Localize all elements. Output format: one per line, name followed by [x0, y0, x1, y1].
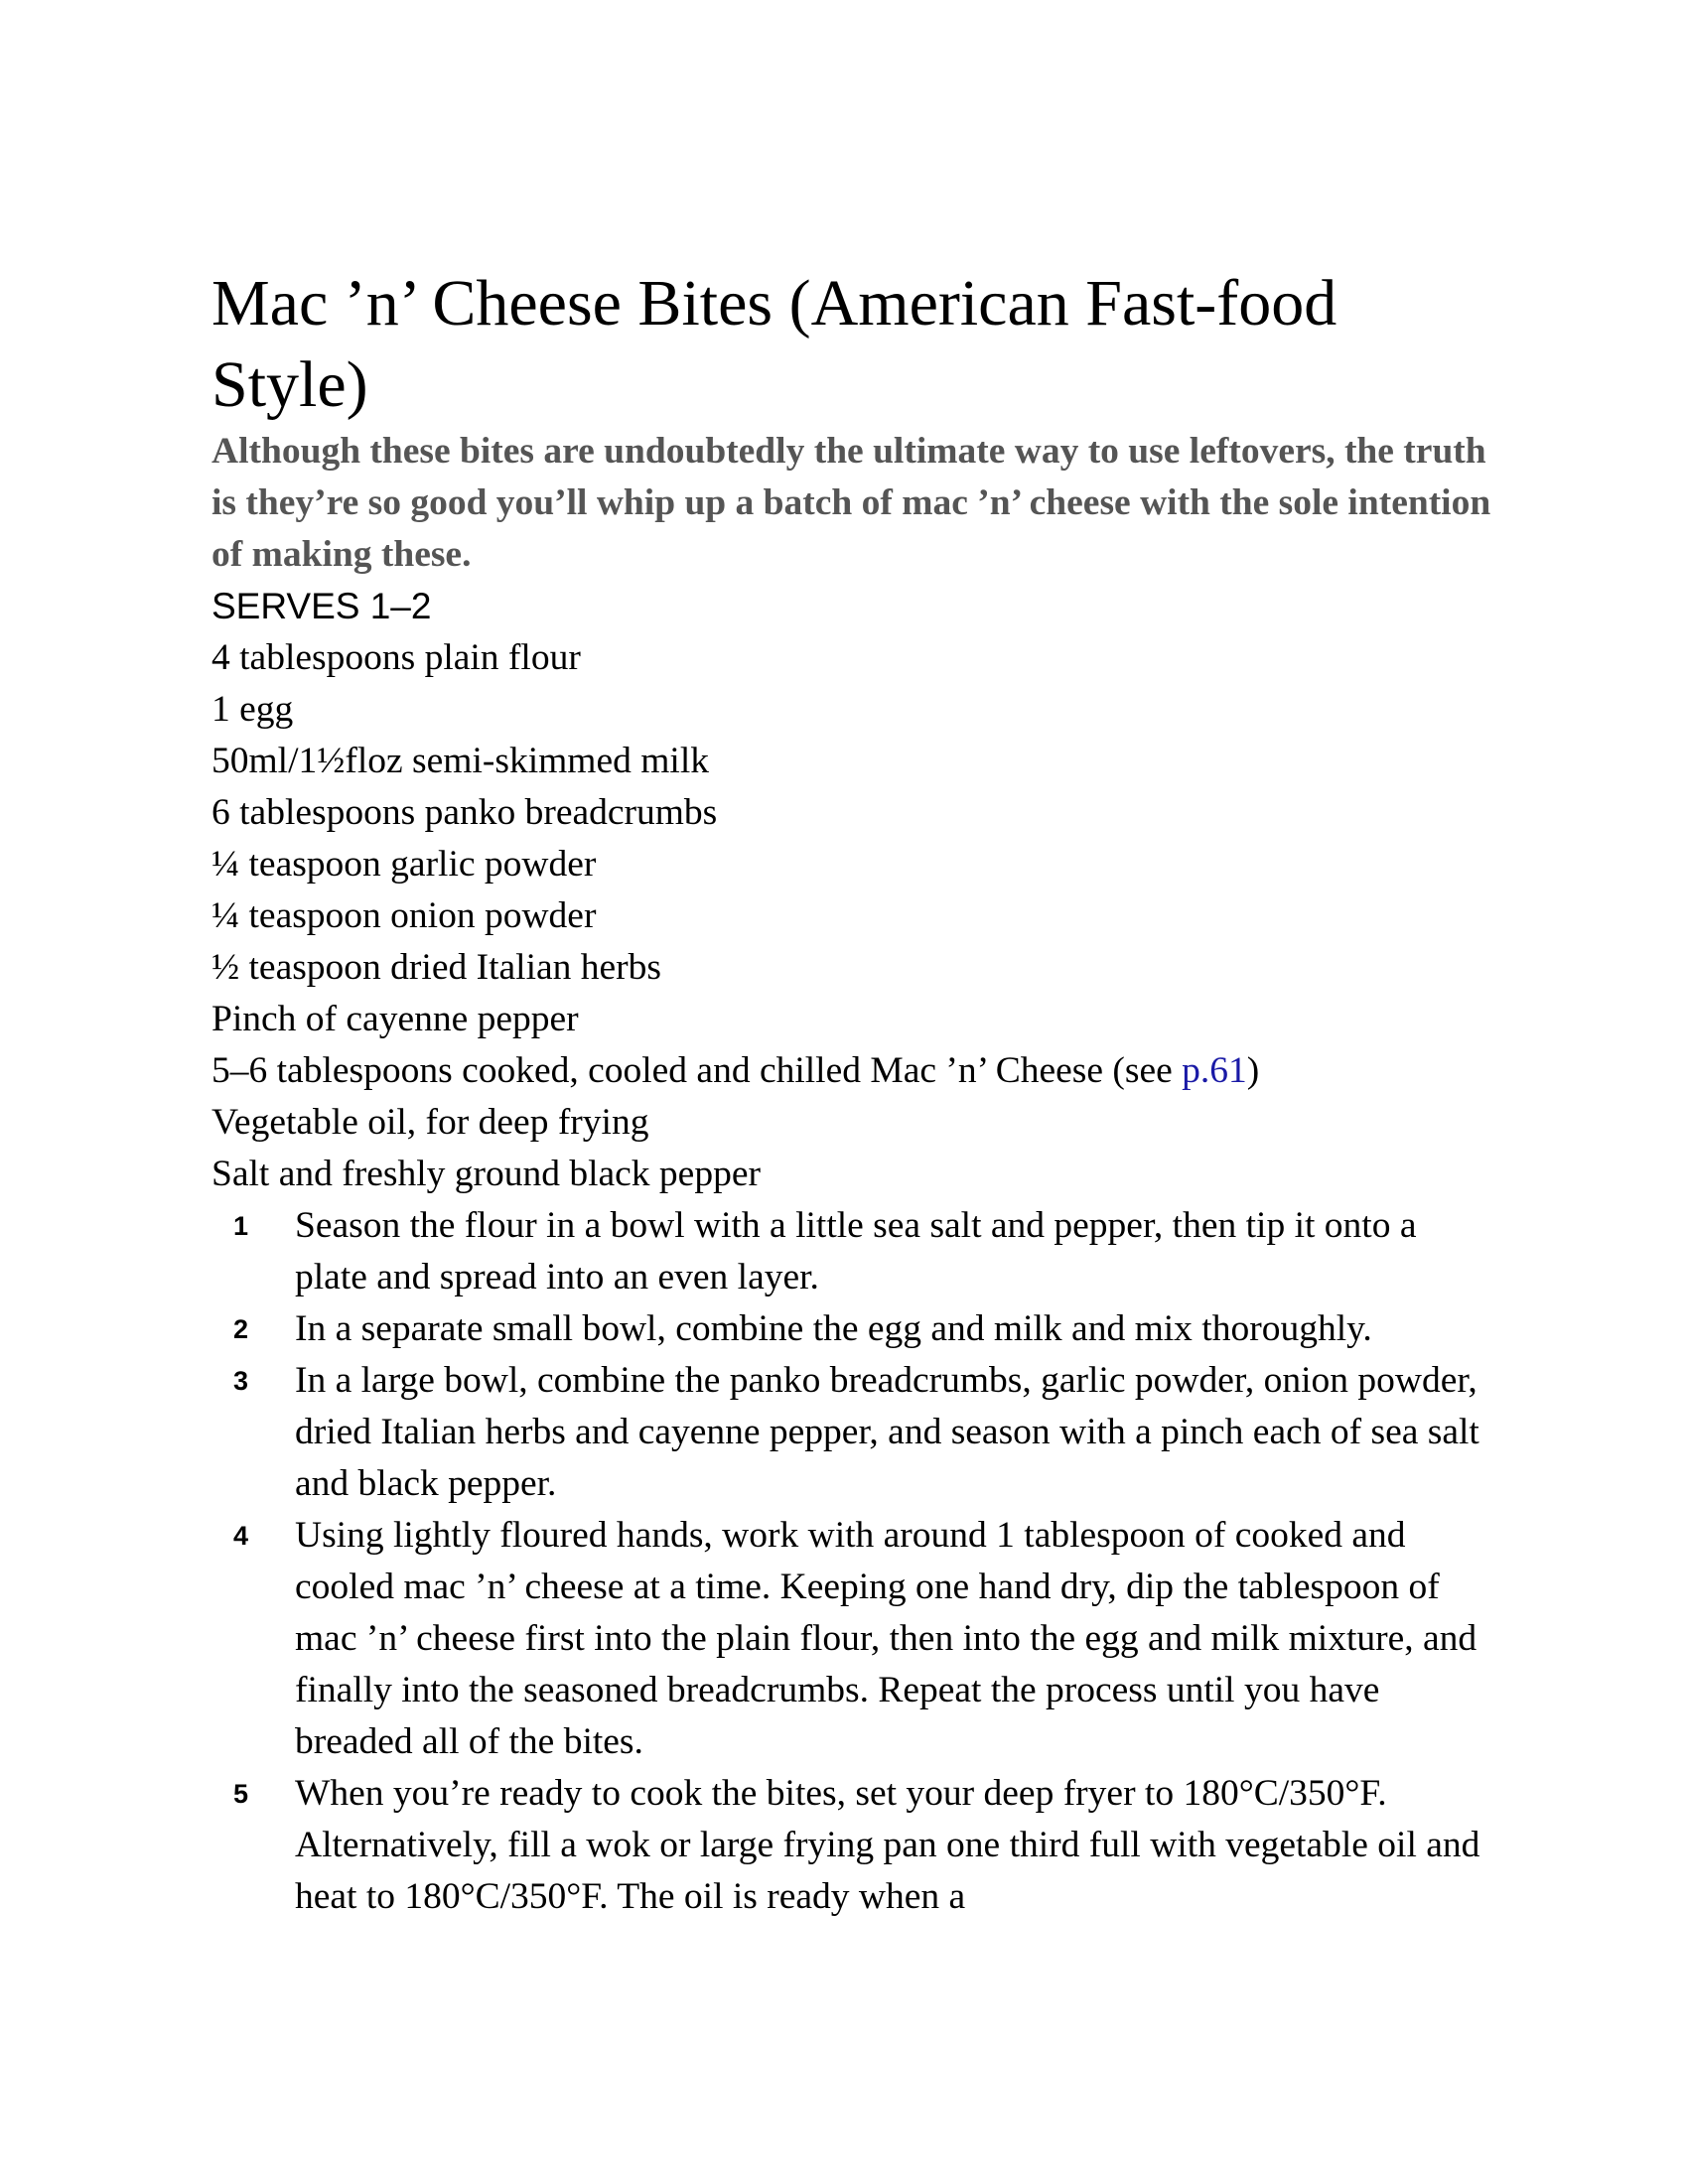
- step-item: [211, 1303, 1492, 1355]
- ingredient-text: 5–6 tablespoons cooked, cooled and chilled Mac ’n’ Cheese (see: [211, 1050, 1183, 1091]
- step-number: 3: [233, 1366, 249, 1396]
- step-text: In a large bowl, combine the panko breadcrumbs, garlic powder, onion powder, dried Italian herbs and cayenne pepper, and season with a pinch each of sea salt and black pepper.: [295, 1360, 1479, 1504]
- ingredient-list: [211, 632, 1492, 1200]
- recipe-title: Mac ’n’ Cheese Bites (American Fast-food Style): [211, 267, 1337, 421]
- step-item: [211, 1200, 1492, 1303]
- recipe-page: [211, 263, 1492, 1923]
- ingredient-item: ¼ teaspoon garlic powder: [211, 844, 597, 885]
- ingredient-item: Salt and freshly ground black pepper: [211, 1154, 761, 1194]
- ingredient-item: Vegetable oil, for deep frying: [211, 1102, 649, 1143]
- ingredient-item: 1 egg: [211, 689, 294, 730]
- serves-label: SERVES 1–2: [211, 586, 432, 626]
- page-reference-link[interactable]: p.61: [1182, 1050, 1247, 1091]
- step-item: [211, 1355, 1492, 1510]
- step-number: 2: [233, 1314, 249, 1344]
- step-number: 5: [233, 1779, 249, 1809]
- recipe-intro: Although these bites are undoubtedly the ultimate way to use leftovers, the truth is they’re so good you’ll whip up a batch of mac ’n’ cheese with the sole intention of making these.: [211, 431, 1491, 575]
- step-text: Season the flour in a bowl with a little sea salt and pepper, then tip it onto a plate and spread into an even layer.: [295, 1205, 1417, 1297]
- ingredient-item: 6 tablespoons panko breadcrumbs: [211, 792, 718, 833]
- step-text: When you’re ready to cook the bites, set your deep fryer to 180°C/350°F. Alternatively, fill a wok or large frying pan one third full with vegetable oil and heat to 180°C/350°F. The oil is ready when a: [295, 1773, 1480, 1917]
- step-number: 1: [233, 1211, 249, 1241]
- ingredient-item: ½ teaspoon dried Italian herbs: [211, 947, 661, 988]
- step-number: 4: [233, 1521, 249, 1551]
- step-item: [211, 1768, 1492, 1923]
- ingredient-item: 4 tablespoons plain flour: [211, 637, 581, 678]
- method-steps: [211, 1200, 1492, 1923]
- step-item: [211, 1510, 1492, 1768]
- ingredient-item: 50ml/1½floz semi-skimmed milk: [211, 741, 709, 781]
- step-text: Using lightly floured hands, work with around 1 tablespoon of cooked and cooled mac ’n’ cheese at a time. Keeping one hand dry, dip the tablespoon of mac ’n’ cheese first into the plain flour, then into the egg and milk mixture, and finally into the seasoned breadcrumbs. Repeat the process until you have breaded all of the bites.: [295, 1515, 1477, 1762]
- ingredient-suffix: ): [1246, 1050, 1260, 1091]
- ingredient-item: ¼ teaspoon onion powder: [211, 895, 597, 936]
- step-text: In a separate small bowl, combine the egg and milk and mix thoroughly.: [295, 1308, 1372, 1349]
- ingredient-item-with-link: [211, 1045, 1492, 1097]
- ingredient-item: Pinch of cayenne pepper: [211, 999, 579, 1039]
